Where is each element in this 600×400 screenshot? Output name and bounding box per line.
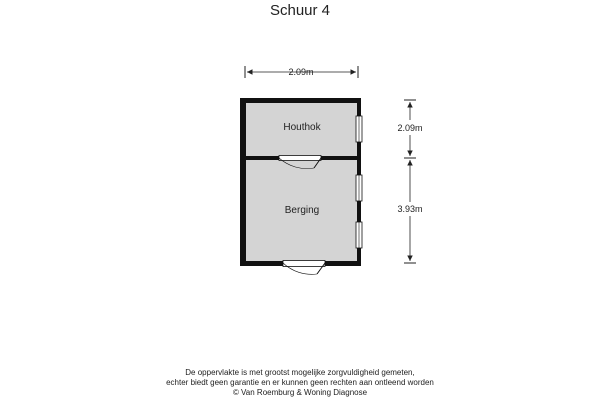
dimension-lower-height-label: 3.93m [397, 204, 423, 214]
disclaimer [0, 368, 600, 398]
dimension-width [245, 66, 358, 78]
disclaimer-line-2: echter biedt geen garantie en er kunnen geen rechten aan ontleend worden [166, 378, 434, 387]
door-exterior [283, 261, 325, 275]
dimension-lower-height [397, 160, 422, 263]
disclaimer-line-1: De oppervlakte is met grootst mogelijke zorgvuldigheid gemeten, [185, 368, 415, 377]
dimension-width-label: 2.09m [288, 67, 314, 77]
dimension-upper-height-label: 2.09m [397, 123, 423, 133]
room-berging-label: Berging [284, 205, 320, 216]
windows [356, 116, 362, 248]
plan-title: Schuur 4 [269, 2, 331, 19]
disclaimer-line-3: © Van Roemburg & Woning Diagnose [232, 388, 368, 397]
wall-top [240, 98, 361, 103]
wall-left [240, 98, 246, 266]
room-houthok-label: Houthok [283, 122, 321, 133]
dimension-upper-height [397, 100, 422, 158]
